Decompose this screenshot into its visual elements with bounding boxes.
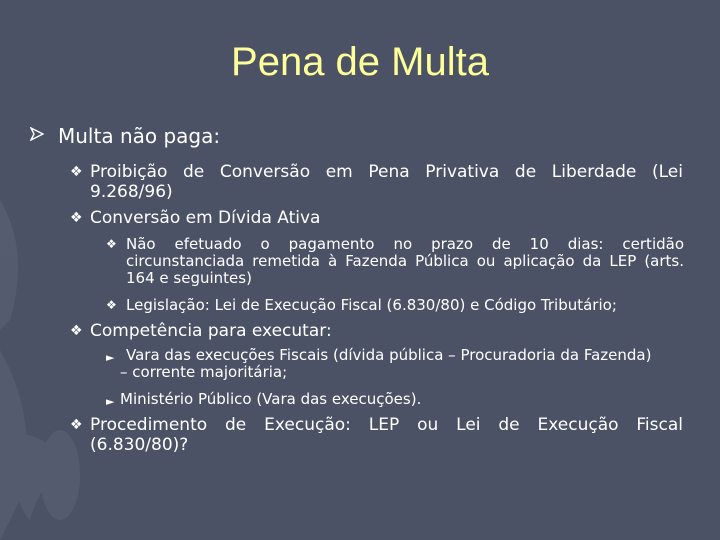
bullet-item-conversion [70,208,683,228]
small-diamond-bullet-icon: ❖ [106,237,117,251]
item-text: Procedimento de Execução: LEP ou Lei de Execução Fiscal [90,415,683,435]
triangle-bullet-icon: ► [106,395,115,408]
diamond-bullet-icon: ❖ [70,323,83,339]
triangle-bullet-icon: ► [106,351,115,364]
arrowhead-bullet-icon [30,127,44,141]
sub-item-text: – corrente majoritária; [120,363,288,381]
sub-item-deadline [106,236,684,287]
item-text: Competência para executar: [90,321,332,341]
sub-item-legislation [106,297,684,314]
slide-title: Pena de Multa [231,40,489,84]
item-text: Conversão em Dívida Ativa [90,208,321,228]
item-text: 9.268/96) [90,182,173,202]
sub-item-text: Ministério Público (Vara das execuções). [120,390,422,408]
item-text: (6.830/80)? [90,435,189,455]
sub-item-text: 164 e seguintes) [126,269,252,287]
diamond-bullet-icon: ❖ [70,210,83,226]
sub-item-text: Legislação: Lei de Execução Fiscal (6.830/80) e Código Tributário; [126,296,617,314]
diamond-bullet-icon: ❖ [70,417,83,433]
sub-item-public-ministry [106,391,684,408]
sub-item-text: Não efetuado o pagamento no prazo de 10 dias: certidão [126,235,684,253]
sub-item-text: circunstanciada remetida à Fazenda Pública ou aplicação da LEP (arts. [126,252,684,270]
bullet-item-prohibition [70,162,683,202]
bullet-item-competence [70,321,683,341]
small-diamond-bullet-icon: ❖ [106,298,117,312]
sub-item-text: Vara das execuções Fiscais (dívida pública – Procuradoria da Fazenda) [126,346,652,364]
bullet-item-procedure [70,415,683,455]
diamond-bullet-icon: ❖ [70,164,83,180]
sub-item-fiscal-court [106,347,684,381]
level1-label: Multa não paga: [58,124,221,148]
item-text: Proibição de Conversão em Pena Privativa de Liberdade (Lei [90,162,683,182]
